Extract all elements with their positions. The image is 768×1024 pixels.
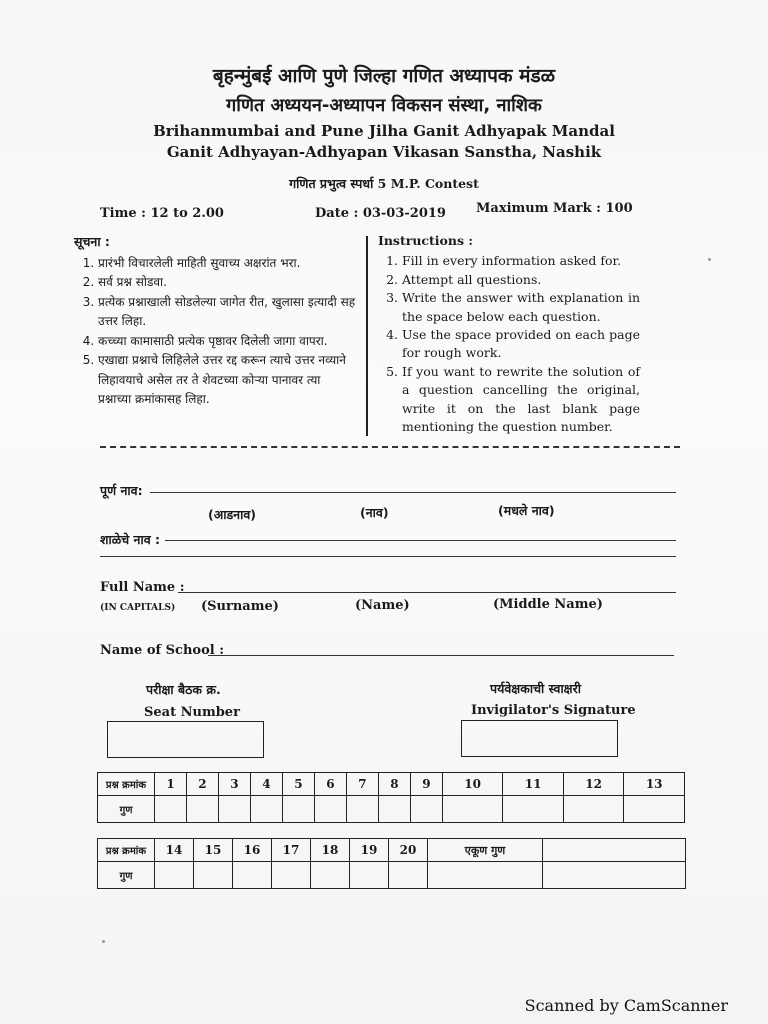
marks-cell[interactable]: [378, 796, 410, 823]
question-number-cell: 6: [314, 773, 346, 796]
instruction-en-3: 3. Write the answer with explanation in the space below each question.: [402, 289, 640, 326]
question-number-cell: 11: [503, 773, 564, 796]
question-number-label: प्रश्न क्रमांक: [98, 773, 155, 796]
total-marks-value-cell[interactable]: [428, 862, 543, 889]
marks-table-2-marks-row: [98, 862, 686, 889]
invigilator-signature-box[interactable]: [461, 720, 618, 757]
marks-cell[interactable]: [194, 862, 233, 889]
dashed-separator: [100, 446, 680, 448]
marathi-title-line1: बृहन्मुंबई आणि पुणे जिल्हा गणित अध्यापक मंडळ: [212, 65, 556, 87]
instruction-en-1: 1. Fill in every information asked for.: [402, 252, 640, 270]
marks-cell[interactable]: [442, 796, 503, 823]
question-number-cell: 3: [218, 773, 250, 796]
name-marathi-caption: (नाव): [360, 505, 389, 520]
instruction-mr-5: 5. एखाद्या प्रश्नाचे लिहिलेले उत्तर रद्द करून त्याचे उत्तर नव्याने लिहावयाचे असेल तर ते शेवटच्या कोऱ्या पानावर त्या प्रश्नाच्या क्रमांकासह लिहा.: [98, 351, 356, 410]
in-capitals-caption: (IN CAPITALS): [100, 603, 176, 613]
seat-number-label: Seat Number: [144, 705, 240, 720]
question-number-cell: 8: [378, 773, 410, 796]
marks-cell[interactable]: [410, 796, 442, 823]
question-number-cell: 4: [250, 773, 282, 796]
marks-cell[interactable]: [272, 862, 311, 889]
full-name-marathi-label: पूर्ण नाव:: [100, 483, 143, 498]
middle-name-english-caption: (Middle Name): [493, 597, 603, 612]
question-number-cell: 1: [155, 773, 187, 796]
marks-cell[interactable]: [563, 796, 624, 823]
question-number-cell: 17: [272, 839, 311, 862]
school-marathi-label: शाळेचे नाव :: [100, 532, 161, 547]
marks-cell[interactable]: [233, 862, 272, 889]
instruction-mr-1: 1. प्रारंभी विचारलेली माहिती सुवाच्य अक्षरांत भरा.: [98, 254, 356, 274]
question-number-cell: 13: [624, 773, 685, 796]
question-number-cell: 18: [311, 839, 350, 862]
middle-name-marathi-caption: (मधले नाव): [498, 503, 555, 518]
full-name-english-line[interactable]: [178, 592, 676, 593]
total-marks-label: एकूण गुण: [428, 839, 543, 862]
question-number-cell: 9: [410, 773, 442, 796]
marks-cell[interactable]: [346, 796, 378, 823]
instruction-en-2: 2. Attempt all questions.: [402, 271, 640, 289]
instruction-en-4: 4. Use the space provided on each page for rough work.: [402, 326, 640, 363]
instruction-mr-2: 2. सर्व प्रश्न सोडवा.: [98, 273, 356, 293]
instructions-marathi-title: सूचना :: [74, 234, 110, 249]
question-number-label: प्रश्न क्रमांक: [98, 839, 155, 862]
question-number-cell: 2: [186, 773, 218, 796]
marks-label: गुण: [98, 796, 155, 823]
column-divider: [366, 236, 368, 436]
marks-cell[interactable]: [624, 796, 685, 823]
question-number-cell: 10: [442, 773, 503, 796]
question-number-cell: 7: [346, 773, 378, 796]
marks-table-1-question-row: [98, 773, 685, 796]
marks-cell[interactable]: [350, 862, 389, 889]
marks-cell[interactable]: [186, 796, 218, 823]
marks-table-2-question-row: [98, 839, 686, 862]
question-number-cell: 20: [389, 839, 428, 862]
question-number-cell: 19: [350, 839, 389, 862]
marks-table-2: [97, 838, 686, 889]
instruction-mr-3: 3. प्रत्येक प्रश्नाखाली सोडलेल्या जागेत रीत, खुलासा इत्यादी सह उत्तर लिहा.: [98, 293, 356, 332]
question-number-cell: 12: [563, 773, 624, 796]
question-number-cell: 5: [282, 773, 314, 796]
invigilator-label: Invigilator's Signature: [471, 703, 636, 718]
marks-table-1: [97, 772, 685, 823]
contest-title: गणित प्रभुत्व स्पर्धा 5 M.P. Contest: [289, 176, 479, 191]
school-english-label: Name of School :: [100, 643, 225, 658]
marks-cell[interactable]: [155, 862, 194, 889]
instructions-english-title: Instructions :: [378, 233, 473, 248]
marks-cell[interactable]: [389, 862, 428, 889]
school-marathi-line-2[interactable]: [100, 556, 676, 557]
school-english-line[interactable]: [208, 655, 674, 656]
marathi-title-line2: गणित अध्ययन-अध्यापन विकसन संस्था, नाशिक: [226, 95, 542, 116]
marks-cell[interactable]: [503, 796, 564, 823]
seat-number-marathi-label: परीक्षा बैठक क्र.: [146, 682, 221, 697]
instruction-en-5: 5. If you want to rewrite the solution of a question cancelling the original, write it on the last blank page mentioning the question number.: [402, 363, 640, 437]
marks-cell[interactable]: [282, 796, 314, 823]
full-name-english-label: Full Name :: [100, 580, 185, 595]
camscanner-watermark: Scanned by CamScanner: [524, 996, 728, 1015]
marks-cell[interactable]: [314, 796, 346, 823]
seat-number-box[interactable]: [107, 721, 264, 758]
surname-english-caption: (Surname): [201, 599, 279, 614]
marks-cell[interactable]: [155, 796, 187, 823]
marks-cell[interactable]: [311, 862, 350, 889]
question-number-cell: 14: [155, 839, 194, 862]
marks-label: गुण: [98, 862, 155, 889]
question-number-cell: 16: [233, 839, 272, 862]
maximum-mark: Maximum Mark : 100: [476, 201, 633, 216]
question-number-cell: 15: [194, 839, 233, 862]
instructions-marathi: [74, 232, 356, 410]
total-marks-value-cell-2[interactable]: [543, 862, 686, 889]
english-title-line2: Ganit Adhyayan-Adhyapan Vikasan Sanstha, Nashik: [166, 143, 602, 161]
marks-table-1-marks-row: [98, 796, 685, 823]
instruction-mr-4: 4. कच्च्या कामासाठी प्रत्येक पृष्ठावर दिलेली जागा वापरा.: [98, 332, 356, 352]
scan-speck: [708, 258, 711, 261]
surname-marathi-caption: (आडनाव): [208, 507, 257, 522]
name-english-caption: (Name): [355, 598, 410, 613]
full-name-marathi-line[interactable]: [150, 492, 676, 493]
scan-speck: [102, 940, 105, 943]
exam-date: Date : 03-03-2019: [315, 206, 446, 221]
instructions-english: [378, 232, 640, 436]
school-marathi-line[interactable]: [165, 540, 676, 541]
marks-cell[interactable]: [250, 796, 282, 823]
exam-time: Time : 12 to 2.00: [100, 206, 224, 221]
english-title-line1: Brihanmumbai and Pune Jilha Ganit Adhyapak Mandal: [153, 122, 615, 140]
total-marks-cell[interactable]: [543, 839, 686, 862]
invigilator-marathi-label: पर्यवेक्षकाची स्वाक्षरी: [490, 681, 581, 696]
marks-cell[interactable]: [218, 796, 250, 823]
